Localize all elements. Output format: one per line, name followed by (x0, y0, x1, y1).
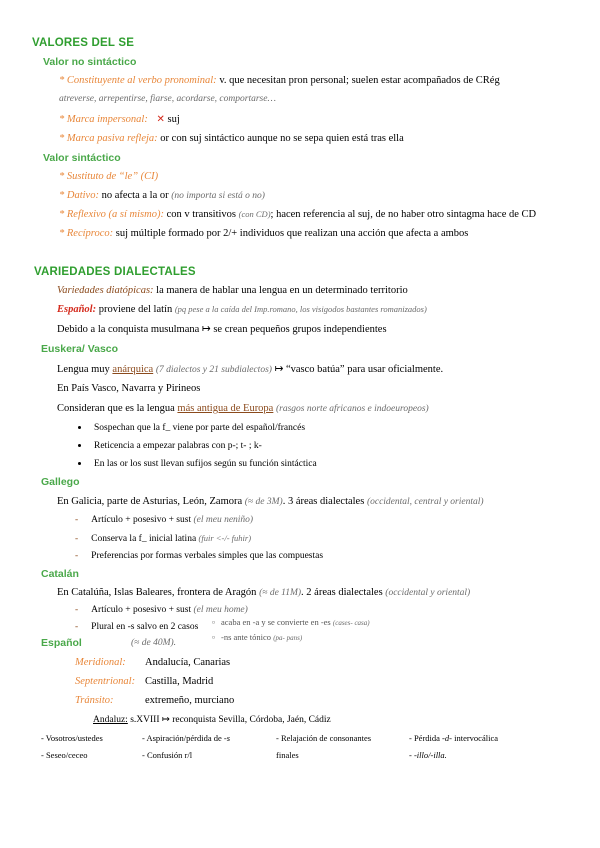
feature-text: - Aspiración/pérdida de (142, 733, 224, 743)
feature-aspiracion (142, 733, 230, 743)
subtitle-gallego: Gallego (41, 476, 80, 488)
line-reflexivo (59, 209, 536, 220)
text-impersonal: suj (164, 114, 180, 125)
subtitle-espanol: Español (41, 637, 82, 649)
text-reciproco: suj múltiple formado por 2/+ individuos que realizan una acción que afecta a ambos (113, 228, 469, 239)
text-gallego-b: . 3 áreas dialectales (282, 496, 367, 507)
line-impersonal (59, 114, 180, 125)
sub-marker: ▫ (212, 617, 216, 627)
text-euskera-1a: Lengua muy (57, 364, 113, 375)
text-diatopicas: la manera de hablar una lengua en un determinado territorio (153, 285, 408, 296)
text-anarquica: anárquica (112, 364, 154, 375)
bullet-text: En las or los sust llevan sufijos según su función sintáctica (94, 459, 317, 469)
dash-icon: - (75, 534, 79, 544)
line-euskera-3 (57, 403, 429, 414)
feature-em: -s (223, 733, 231, 743)
label-constituyente: * Constituyente al verbo pronominal: (59, 75, 217, 86)
section-title-variedades: VARIEDADES DIALECTALES (34, 266, 196, 278)
text-mas-antigua: más antigua de Europa (177, 403, 274, 414)
text-constituyente: v. que necesitan pron personal; suelen estar acompañados de CRég (216, 75, 500, 86)
bullet-icon (78, 426, 81, 429)
sub-text: -ns ante tónico (221, 632, 274, 642)
line-euskera-2: En País Vasco, Navarra y Pirineos (57, 383, 201, 394)
item-note: (el meu neniño) (193, 515, 254, 525)
feature-illo (409, 750, 447, 760)
line-catalan (57, 587, 470, 598)
label-transito: Tránsito: (75, 695, 114, 706)
section-title-valores: VALORES DEL SE (32, 37, 135, 49)
label-meridional: Meridional: (75, 657, 126, 668)
note-catalan-1: (≈ de 11M) (259, 588, 302, 598)
note-gallego-2: (occidental, central y oriental) (366, 497, 484, 507)
note-dialectos: (7 dialectos y 21 subdialectos) (155, 365, 272, 375)
dash-icon: - (75, 605, 79, 615)
sub-marker: ▫ (212, 632, 216, 642)
note-espanol: (pq pese a la caída del Imp.romano, los visigodos bastantes romanizados) (174, 304, 427, 314)
note-gallego-1: (≈ de 3M) (244, 497, 283, 507)
label-septentrional: Septentrional: (75, 676, 136, 687)
subtitle-valor-no-sintactico: Valor no sintáctico (43, 56, 137, 68)
feature-vosotros: - Vosotros/ustedes (41, 733, 103, 743)
text-andaluz: s.XVIII ↦ reconquista Sevilla, Córdoba, Jaén, Cádiz (127, 715, 331, 725)
text-gallego-a: En Galicia, parte de Asturias, León, Zamora (57, 496, 245, 507)
item-catalan-1 (75, 605, 248, 615)
text-reflexivo-2: ; hacen referencia al suj, de no haber otro sintagma hace de CD (270, 209, 537, 220)
line-espanol-latin (57, 304, 427, 315)
feature-text: - (409, 750, 414, 760)
text-transito: extremeño, murciano (145, 695, 235, 706)
sub-note: (pa- pans) (273, 634, 303, 642)
subtitle-catalan: Catalán (41, 568, 79, 580)
text-espanol: proviene del latín (96, 304, 175, 315)
line-pasiva (59, 133, 404, 144)
label-reflexivo: * Reflexivo (a sí mismo): (59, 209, 164, 220)
bullet-text: Reticencia a empezar palabras con p-; t- ; k- (94, 441, 262, 451)
line-sustituto (59, 171, 158, 182)
item-gallego-2 (75, 533, 251, 544)
bullet-text: Sospechan que la f_ viene por parte del español/francés (94, 423, 306, 433)
item-gallego-1 (75, 515, 253, 525)
line-constituyente (59, 75, 500, 86)
bullet-euskera-3 (78, 459, 317, 469)
bullet-euskera-2 (78, 441, 262, 451)
dash-icon: - (75, 515, 79, 525)
examples-constituyente: atreverse, arrepentirse, fiarse, acordarse, comportarse… (59, 94, 276, 104)
dash-icon: - (75, 622, 79, 632)
line-gallego (57, 496, 484, 507)
sub-catalan-2 (212, 632, 302, 642)
item-text: Preferencias por formas verbales simples que las compuestas (91, 551, 324, 561)
bullet-euskera-1 (78, 423, 305, 433)
feature-text-2: intervocálica (451, 733, 498, 743)
item-gallego-3 (75, 551, 323, 561)
line-reciproco (59, 228, 468, 239)
label-sustituto: * Sustituto de “le” (CI) (59, 171, 159, 182)
label-andaluz: Andaluz: (93, 715, 128, 725)
note-dativo: (no importa si está o no) (171, 191, 265, 201)
label-espanol: Español: (57, 304, 97, 315)
label-diatopicas: Variedades diatópicas: (57, 285, 154, 296)
item-text: Artículo + posesivo + sust (91, 515, 194, 525)
text-septentrional: Castilla, Madrid (145, 676, 214, 687)
line-dativo (59, 190, 265, 201)
sub-text: acaba en -a y se convierte en -es (221, 617, 333, 627)
text-meridional: Andalucía, Canarias (145, 657, 231, 668)
feature-confusion: - Confusión r/l (142, 750, 193, 760)
note-rasgos: (rasgos norte africanos e indoeuropeos) (275, 404, 429, 414)
item-catalan-2 (75, 622, 198, 632)
label-impersonal: * Marca impersonal: (59, 114, 148, 125)
text-reflexivo-1: con v transitivos (163, 209, 239, 220)
sub-note: (cases- casa) (332, 619, 370, 627)
line-andaluz (93, 714, 331, 725)
note-reflexivo: (con CD) (238, 209, 271, 219)
line-euskera-1 (57, 363, 443, 375)
text-euskera-1d: ↦ “vasco batúa” para usar oficialmente. (271, 364, 444, 375)
text-euskera-3a: Consideran que es la lengua (57, 403, 178, 414)
text-catalan-a: En Catalúña, Islas Baleares, frontera de Aragón (57, 587, 260, 598)
text-dativo: no afecta a la or (98, 190, 172, 201)
subtitle-euskera: Euskera/ Vasco (41, 343, 119, 355)
feature-perdida (409, 733, 498, 743)
feature-text: - Pérdida (409, 733, 443, 743)
dash-icon: - (75, 551, 79, 561)
bullet-icon (78, 444, 81, 447)
label-pasiva: * Marca pasiva refleja: (59, 133, 158, 144)
text-pasiva: or con suj sintáctico aunque no se sepa quien está tras ella (157, 133, 404, 144)
item-text: Artículo + posesivo + sust (91, 605, 194, 615)
label-reciproco: * Recíproco: (59, 228, 114, 239)
note-espanol-millones: (≈ de 40M). (131, 638, 177, 648)
item-note: (fuir <-/- fuhir) (198, 533, 252, 543)
text-catalan-b: . 2 áreas dialectales (301, 587, 386, 598)
sub-catalan-1 (212, 617, 370, 627)
feature-seseo: - Seseo/ceceo (41, 750, 88, 760)
feature-relajacion: - Relajación de consonantes (276, 733, 372, 743)
bullet-icon (78, 462, 81, 465)
item-text: Conserva la f_ inicial latina (91, 534, 199, 544)
note-catalan-2: (occidental y oriental) (385, 588, 471, 598)
label-dativo: * Dativo: (59, 190, 99, 201)
feature-em: -illo/-illa. (413, 750, 447, 760)
line-diatopicas (57, 285, 408, 296)
item-note: (el meu home) (193, 605, 248, 615)
line-conquista: Debido a la conquista musulmana ↦ se crean pequeños grupos independientes (57, 324, 387, 335)
item-text: Plural en -s salvo en 2 casos (91, 622, 199, 632)
cross-icon: ✕ (156, 114, 165, 125)
feature-em: -d- (442, 733, 452, 743)
feature-relajacion-finales: finales (276, 750, 299, 760)
subtitle-valor-sintactico: Valor sintáctico (43, 152, 121, 164)
